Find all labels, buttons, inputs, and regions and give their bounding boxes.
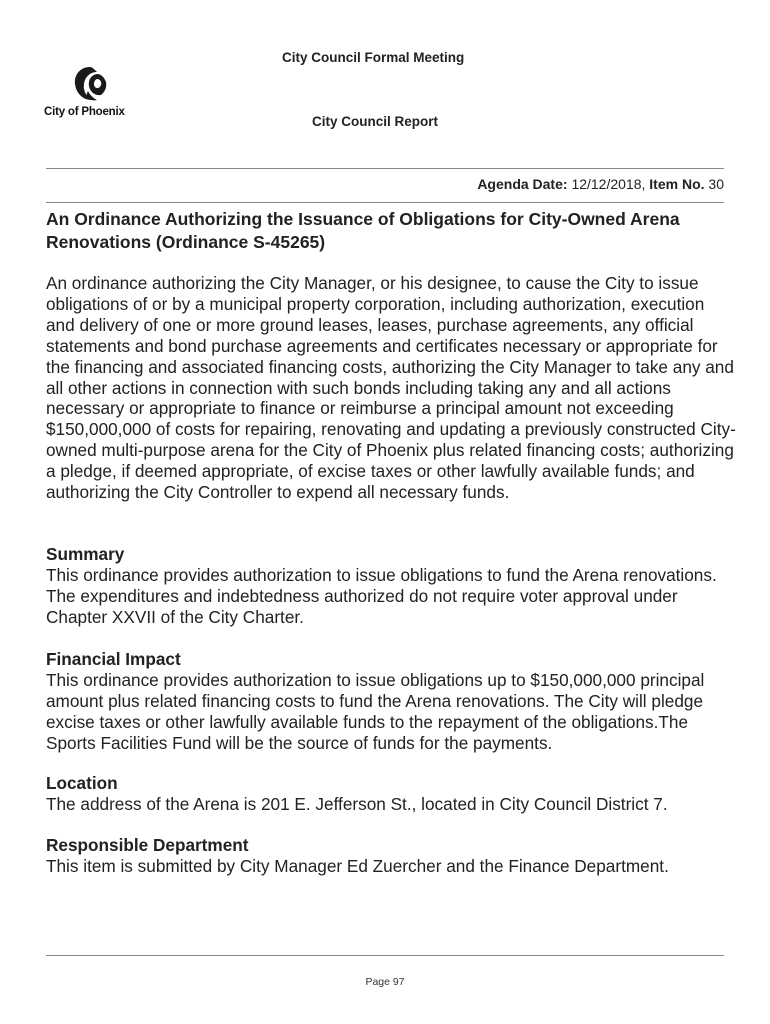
summary-section [46,544,736,628]
document-title: An Ordinance Authorizing the Issuance of Obligations for City-Owned Arena Renovations (Ordinance S-45265) [46,209,680,252]
financial-impact-section [46,649,736,754]
meeting-title: City Council Formal Meeting [282,50,465,65]
section-heading: Location [46,773,118,793]
item-no-label: Item No. [649,176,705,192]
phoenix-bird-icon [70,64,110,104]
section-text: This ordinance provides authorization to issue obligations up to $150,000,000 principal amount plus related financing costs to fund the Arena renovations. The City will pledge excise taxes or other lawfully available funds to the repayment of the obligations.The Sports Facilities Fund will be the source of funds for the payments. [46,669,705,753]
section-heading: Responsible Department [46,835,249,855]
page-number: Page 97 [365,976,405,988]
report-title: City Council Report [312,114,439,129]
agenda-line [477,176,724,192]
intro-paragraph: An ordinance authorizing the City Manager, or his designee, to cause the City to issue obligations of or by a municipal property corporation, including authorization, execution and delivery of one or more ground leases, leases, purchase agreements, any official statements and bond purchase agreements and certificates necessary or appropriate for the financing and associated financing costs, authorizing the City Manager to take any and all other actions in connection with such bonds including taking any and all actions necessary or appropriate to finance or reimburse a principal amount not exceeding $150,000,000 of costs for repairing, renovating and updating a previously constructed City-owned multi-purpose arena for the City of Phoenix plus related financing costs; authorizing a pledge, if deemed appropriate, of excise taxes or other lawfully available funds; and authorizing the City Controller to expend all necessary funds. [46,273,736,503]
section-heading: Summary [46,544,125,564]
section-text: The address of the Arena is 201 E. Jefferson St., located in City Council District 7. [46,793,668,814]
logo-text: City of Phoenix [44,106,125,118]
section-heading: Financial Impact [46,649,181,669]
agenda-date-label: Agenda Date: [477,176,568,192]
footer-divider [46,955,724,956]
section-text: This ordinance provides authorization to issue obligations to fund the Arena renovations. The expenditures and indebtedness authorized do not require voter approval under Chapter XXVII of the City Charter. [46,564,717,627]
location-section [46,773,736,815]
item-no-value: 30 [708,176,724,192]
responsible-department-section [46,835,736,877]
header-divider [46,168,724,169]
section-text: This item is submitted by City Manager Ed Zuercher and the Finance Department. [46,855,669,876]
agenda-divider [46,202,724,203]
agenda-date-value: 12/12/2018, [571,176,646,192]
